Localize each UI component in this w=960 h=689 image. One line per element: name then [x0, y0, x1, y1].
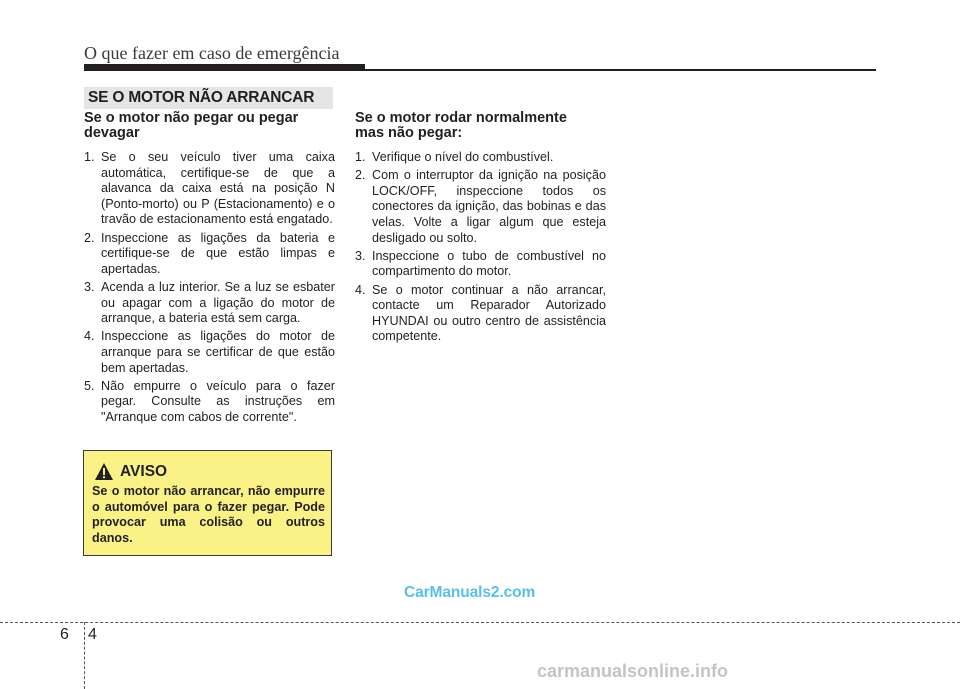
step-text: Inspeccione as ligações do motor de arranque para se certificar de que estão bem apertadas.: [101, 329, 335, 375]
right-column: [355, 111, 606, 348]
step-text: Se o motor continuar a não arrancar, contacte um Reparador Autorizado HYUNDAI ou outro centro de assistência competente.: [372, 282, 606, 344]
warning-triangle-icon: [94, 462, 114, 481]
list-item: [84, 150, 335, 228]
step-number: 1.: [355, 150, 366, 164]
step-number: 2.: [355, 168, 366, 183]
warning-box: [83, 450, 332, 556]
right-heading-line2: mas não pegar:: [355, 125, 463, 141]
warning-label: AVISO: [120, 463, 168, 480]
list-item: [84, 280, 335, 327]
list-item: [355, 249, 606, 280]
left-column: [84, 111, 335, 428]
warning-text: Se o motor não arrancar, não empurre o automóvel para o fazer pegar. Pode provocar uma colisão ou outros danos.: [92, 484, 325, 545]
header-rule-thick: [84, 64, 365, 71]
page-number: 4: [88, 626, 97, 643]
step-number: 1.: [84, 150, 95, 164]
list-item: [355, 168, 606, 246]
right-heading-line1: Se o motor rodar normalmente: [355, 110, 567, 126]
right-column-heading: [355, 111, 606, 141]
list-item: [84, 379, 335, 426]
section-title: SE O MOTOR NÃO ARRANCAR: [84, 87, 333, 109]
step-number: 3.: [355, 248, 366, 263]
left-heading-line1: Se o motor não pegar ou pegar: [84, 110, 299, 126]
step-text: Verifique o nível do combustível.: [372, 150, 554, 164]
step-text: Não empurre o veículo para o fazer pegar. Consulte as instruções em "Arranque com cabos de corrente".: [101, 378, 335, 424]
list-item: [84, 231, 335, 278]
left-heading-line2: devagar: [84, 125, 140, 141]
header-rule-thin: [365, 69, 876, 71]
list-item: [355, 283, 606, 345]
step-text: Inspeccione o tubo de combustível no compartimento do motor.: [372, 248, 606, 279]
step-text: Com o interruptor da ignição na posição LOCK/OFF, inspeccione todos os conectores da ignição, das bobinas e das velas. Volte a ligar algum que esteja desligado ou solto.: [372, 168, 606, 245]
watermark-carmanuals2[interactable]: CarManuals2.com: [404, 584, 536, 601]
list-item: [84, 329, 335, 376]
left-column-heading: [84, 111, 335, 141]
step-number: 3.: [84, 279, 95, 294]
right-steps-list: [355, 150, 606, 345]
step-number: 4.: [355, 282, 366, 297]
footer-watermark: carmanualsonline.info: [537, 661, 729, 681]
footer-vertical-divider: [84, 622, 85, 689]
step-text: Inspeccione as ligações da bateria e certifique-se de que estão limpas e apertadas.: [101, 230, 335, 276]
chapter-title: O que fazer em caso de emergência: [84, 43, 340, 63]
footer-divider: [0, 622, 960, 623]
list-item: [355, 150, 606, 166]
step-text: Se o seu veículo tiver uma caixa automática, certifique-se de que a alavanca da caixa está na posição N (Ponto-morto) ou P (Estacionamento) e o travão de estacionamento está engatado.: [101, 150, 335, 227]
step-number: 2.: [84, 230, 95, 245]
step-number: 5.: [84, 378, 95, 393]
step-text: Acenda a luz interior. Se a luz se esbater ou apagar com a ligação do motor de arranque, a bateria está sem carga.: [101, 279, 335, 326]
step-number: 4.: [84, 329, 95, 344]
chapter-number: 6: [60, 626, 69, 643]
left-steps-list: [84, 150, 335, 425]
